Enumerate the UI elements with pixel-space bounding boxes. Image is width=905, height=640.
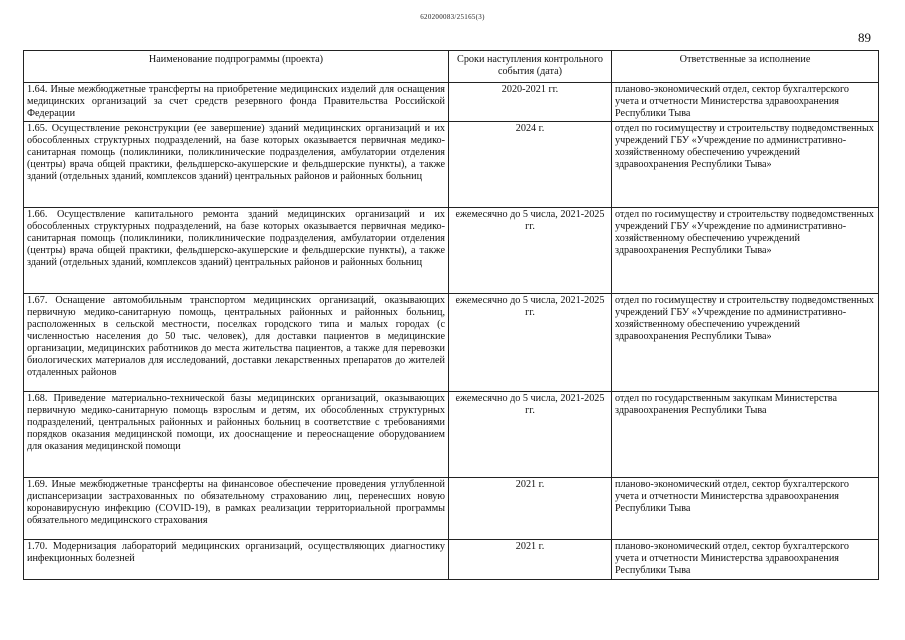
table-row [24, 83, 879, 122]
document-id: 620200083/25165(3) [420, 13, 485, 21]
row-responsible-cell: отдел по госимуществу и строительству подведомственных учреждений ГБУ «Учреждение по административно-хозяйственному обеспечению учреждений здравоохранения Республики Тыва» [612, 294, 879, 392]
row-date-cell: 2024 г. [449, 122, 612, 208]
column-header-date: Сроки наступления контрольного события (дата) [449, 51, 612, 83]
table-row [24, 122, 879, 208]
table-row [24, 392, 879, 478]
row-responsible-cell: отдел по госимуществу и строительству подведомственных учреждений ГБУ «Учреждение по административно-хозяйственному обеспечению учреждений здравоохранения Республики Тыва» [612, 122, 879, 208]
column-header-name: Наименование подпрограммы (проекта) [24, 51, 449, 83]
row-date-cell: 2021 г. [449, 540, 612, 580]
row-date-cell: 2021 г. [449, 478, 612, 540]
row-name-cell: 1.69. Иные межбюджетные трансферты на финансовое обеспечение проведения углубленной диспансеризации застрахованных по обязательному страхованию лиц, перенесших новую коронавирусную инфекцию (COVID-19), в рамках реализации территориальной программы обязательного медицинского страхования [24, 478, 449, 540]
row-date-cell: ежемесячно до 5 числа, 2021-2025 гг. [449, 392, 612, 478]
row-name-cell: 1.64. Иные межбюджетные трансферты на приобретение медицинских изделий для оснащения медицинских организаций за счет средств резервного фонда Правительства Российской Федерации [24, 83, 449, 122]
table-row [24, 294, 879, 392]
program-table [23, 50, 879, 580]
row-responsible-cell: планово-экономический отдел, сектор бухгалтерского учета и отчетности Министерства здравоохранения Республики Тыва [612, 478, 879, 540]
row-name-cell: 1.67. Оснащение автомобильным транспортом медицинских организаций, оказывающих первичную медико-санитарную помощь, центральных районных и районных больниц, расположенных в сельской местности, поселках городского типа и малых городах (с численностью населения до 50 тыс. человек), для доставки пациентов в медицинские организации, медицинских работников до места жительства пациентов, а также для перевозки биологических материалов для исследований, доставки лекарственных препаратов до жителей отдаленных районов [24, 294, 449, 392]
page-number: 89 [858, 30, 871, 45]
table-header-row [24, 51, 879, 83]
row-responsible-cell: отдел по государственным закупкам Министерства здравоохранения Республики Тыва [612, 392, 879, 478]
row-responsible-cell: планово-экономический отдел, сектор бухгалтерского учета и отчетности Министерства здравоохранения Республики Тыва [612, 540, 879, 580]
row-name-cell: 1.68. Приведение материально-технической базы медицинских организаций, оказывающих первичную медико-санитарную помощь взрослым и детям, их обособленных структурных подразделений, центральных районных и районных больниц в соответствие с требованиями порядков оказания медицинской помощи, их дооснащение и переоснащение оборудованием для оказания медицинской помощи [24, 392, 449, 478]
row-name-cell: 1.66. Осуществление капитального ремонта зданий медицинских организаций и их обособленных структурных подразделений, на базе которых оказывается первичная медико-санитарная помощь (поликлиники, поликлинические подразделения, амбулатории отделения (центры) врача общей практики, фельдшерско-акушерские и фельдшерские пункты), а также зданий (отдельных зданий, комплексов зданий) центральных районов и районных больниц [24, 208, 449, 294]
table-row [24, 208, 879, 294]
row-date-cell: ежемесячно до 5 числа, 2021-2025 гг. [449, 294, 612, 392]
row-responsible-cell: отдел по госимуществу и строительству подведомственных учреждений ГБУ «Учреждение по административно-хозяйственному обеспечению учреждений здравоохранения Республики Тыва» [612, 208, 879, 294]
row-date-cell: ежемесячно до 5 числа, 2021-2025 гг. [449, 208, 612, 294]
row-name-cell: 1.70. Модернизация лабораторий медицинских организаций, осуществляющих диагностику инфекционных болезней [24, 540, 449, 580]
table-row [24, 540, 879, 580]
table-row [24, 478, 879, 540]
row-name-cell: 1.65. Осуществление реконструкции (ее завершение) зданий медицинских организаций и их обособленных структурных подразделений, на базе которых оказывается первичная медико-санитарная помощь (поликлиники, поликлинические подразделения, амбулатории отделения (центры) врача общей практики, фельдшерско-акушерские и фельдшерские пункты), а также зданий (отдельных зданий, комплексов зданий) центральных районов и районных больниц [24, 122, 449, 208]
row-date-cell: 2020-2021 гг. [449, 83, 612, 122]
column-header-responsible: Ответственные за исполнение [612, 51, 879, 83]
row-responsible-cell: планово-экономический отдел, сектор бухгалтерского учета и отчетности Министерства здравоохранения Республики Тыва [612, 83, 879, 122]
